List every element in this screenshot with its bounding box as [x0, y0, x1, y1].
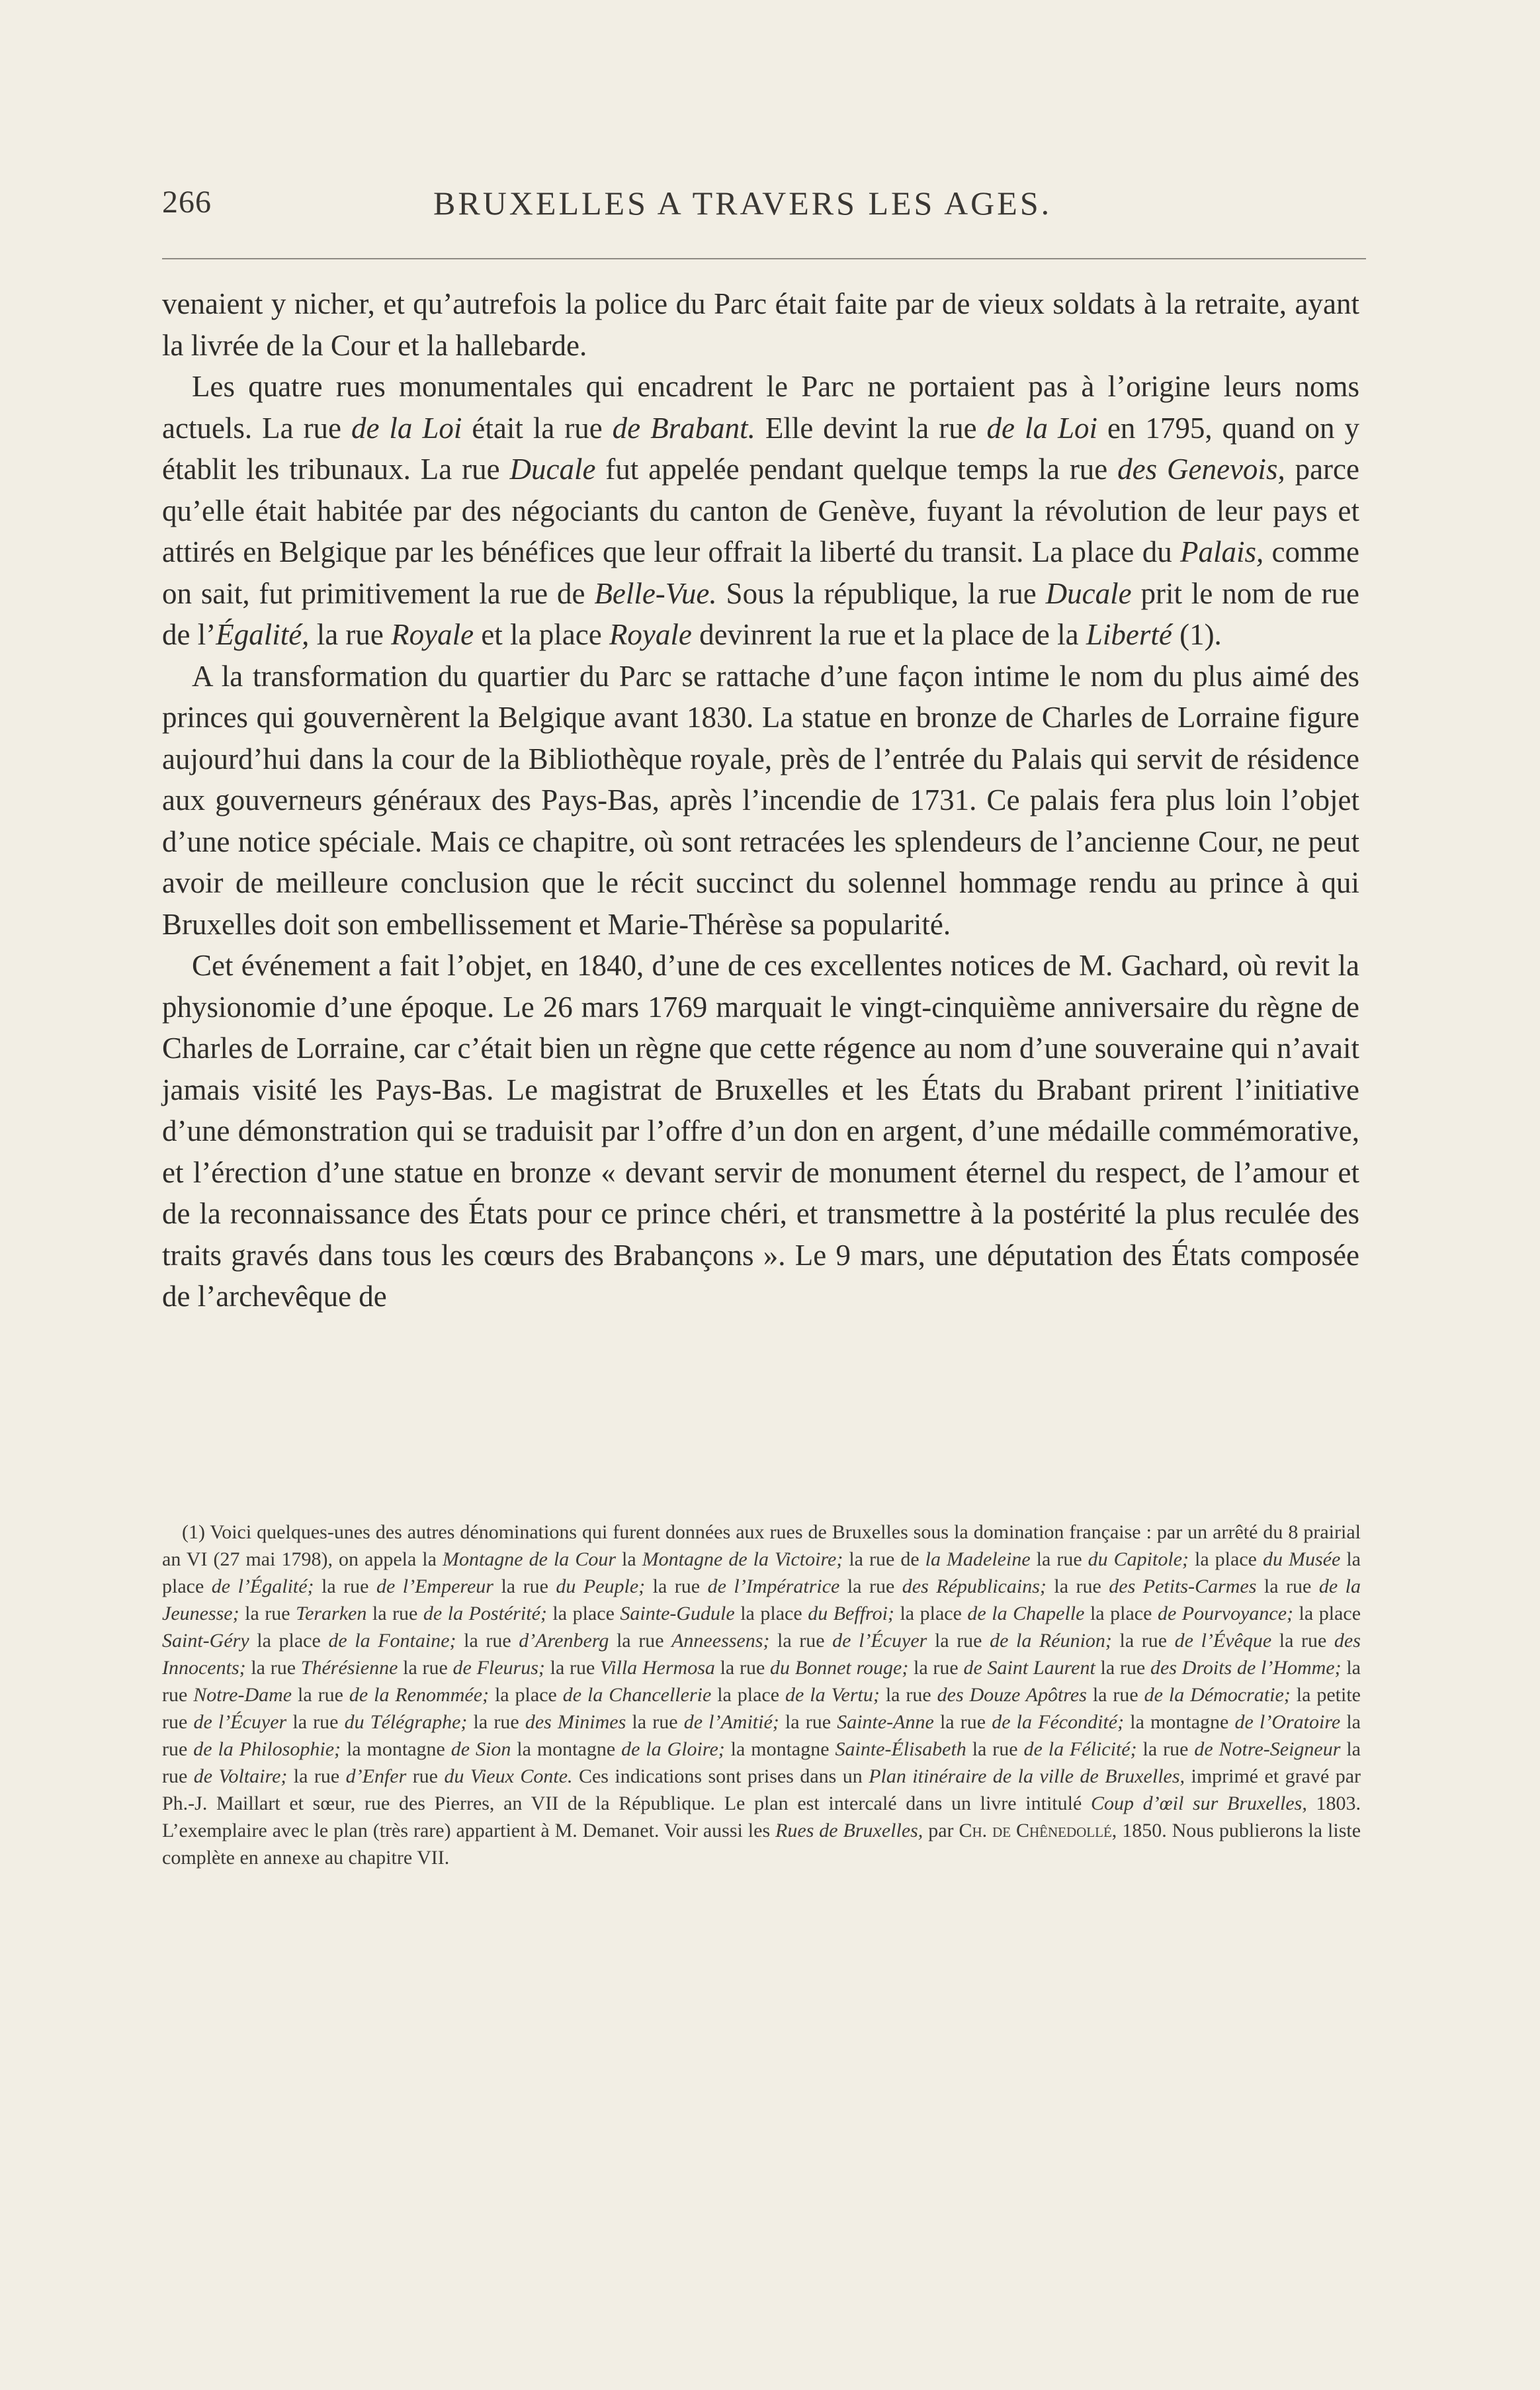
paragraph-1: [162, 283, 1359, 366]
text-run: était la rue: [462, 411, 613, 445]
page-header: [162, 184, 1366, 237]
text-run: la rue: [1271, 1630, 1334, 1652]
street-name: Royale: [609, 618, 692, 651]
text-run: la rue: [933, 1711, 992, 1733]
street-name: du Musée: [1263, 1548, 1341, 1570]
street-name: de la Félicité;: [1023, 1738, 1137, 1760]
text-run: venaient y nicher, et qu’autrefois la police du Parc était faite par de vieux soldats à la retraite, ayant la livrée de la Cour et la hallebarde.: [162, 287, 1359, 362]
street-name: Montagne de la Victoire;: [642, 1548, 843, 1570]
street-name: Belle-Vue.: [594, 576, 717, 610]
text-run: la rue: [162, 1711, 1361, 1760]
header-rule: [162, 258, 1366, 259]
street-name: Ducale: [509, 453, 596, 486]
text-run: la montagne: [724, 1738, 835, 1760]
text-run: la rue: [714, 1657, 771, 1679]
street-name: de la Vertu;: [785, 1684, 880, 1706]
main-text: [162, 283, 1359, 1317]
text-run: la rue: [1095, 1657, 1150, 1679]
street-name: Thérésienne: [300, 1657, 398, 1679]
text-run: la place: [162, 1548, 1361, 1597]
text-run: la rue: [366, 1603, 423, 1624]
street-name: de Sion: [450, 1738, 511, 1760]
text-run: la rue: [162, 1657, 1361, 1706]
street-name: de Fleurus;: [452, 1657, 545, 1679]
street-name: de la Fécondité;: [992, 1711, 1125, 1733]
text-run: la place: [1189, 1548, 1263, 1570]
text-run: la place: [734, 1603, 808, 1624]
text-run: la rue: [398, 1657, 453, 1679]
text-run: la rue: [1256, 1575, 1319, 1597]
text-run: la rue: [309, 618, 392, 651]
text-run: la: [616, 1548, 642, 1570]
text-run: la rue: [609, 1630, 672, 1652]
text-run: la rue: [493, 1575, 556, 1597]
text-run: la rue: [966, 1738, 1024, 1760]
street-name: Notre-Dame: [193, 1684, 292, 1706]
text-run: la rue: [626, 1711, 684, 1733]
street-name: de l’Impératrice: [707, 1575, 840, 1597]
footnote-ref: (1).: [1172, 618, 1222, 651]
street-name: Terarken: [296, 1603, 367, 1624]
text-run: la rue: [839, 1575, 902, 1597]
text-run: devinrent la rue et la place de la: [691, 618, 1086, 651]
street-name: Sainte-Gudule: [620, 1603, 735, 1624]
street-name: de l’Égalité;: [211, 1575, 314, 1597]
text-run: la rue: [456, 1630, 519, 1652]
text-run: la rue: [286, 1711, 345, 1733]
street-name: de la Loi: [351, 411, 462, 445]
running-title: BRUXELLES A TRAVERS LES AGES.: [433, 185, 1052, 222]
text-run: la rue: [779, 1711, 837, 1733]
street-name: de la Loi: [986, 411, 1097, 445]
street-name: Montagne de la Cour: [442, 1548, 616, 1570]
text-run: la place: [249, 1630, 329, 1652]
paragraph-2: [162, 366, 1359, 656]
street-name: du Vieux Conte.: [444, 1765, 573, 1787]
text-run: et la place: [474, 618, 609, 651]
street-name: Saint-Géry: [162, 1630, 249, 1652]
text-run: la rue: [467, 1711, 525, 1733]
text-run: la rue: [1111, 1630, 1175, 1652]
text-run: fut appelée pendant quelque temps la rue: [595, 453, 1118, 486]
street-name: Royale: [391, 618, 474, 651]
author-name: Ch. de Chênedollé: [959, 1820, 1112, 1841]
text-run: prit le nom de rue de l’: [162, 576, 1359, 651]
text-run: la place: [489, 1684, 563, 1706]
street-name: de la Philosophie;: [193, 1738, 341, 1760]
text-run: la rue: [1136, 1738, 1195, 1760]
street-name: du Peuple;: [556, 1575, 646, 1597]
street-name: de la Fontaine;: [328, 1630, 456, 1652]
text-run: la rue: [314, 1575, 376, 1597]
text-run: , 1850. Nous publierons la liste complète en annexe au chapitre VII.: [162, 1820, 1361, 1869]
book-title: Rues de Bruxelles,: [775, 1820, 923, 1841]
text-run: A la transformation du quartier du Parc se rattache d’une façon intime le nom du plus aimé des princes qui gouvernèrent la Belgique avant 1830. La statue en bronze de Charles de Lorraine figure aujourd’hui dans la cour de la Bibliothèque royale, près de l’entrée du Palais qui servit de résidence aux gouverneurs généraux des Pays-Bas, après l’incendie de 1731. Ce palais fera plus loin l’objet d’une notice spéciale. Mais ce chapitre, où sont retracées les splendeurs de l’ancienne Cour, ne peut avoir de meilleure conclusion que le récit succinct du solennel hommage rendu au prince à qui Bruxelles doit son embellissement et Marie-Thérèse sa popularité.: [162, 659, 1359, 941]
text-run: la montagne: [1124, 1711, 1235, 1733]
street-name: Sainte-Élisabeth: [835, 1738, 966, 1760]
text-run: la rue: [1046, 1575, 1109, 1597]
text-run: la rue: [1030, 1548, 1088, 1570]
text-run: la rue: [292, 1684, 349, 1706]
text-run: la rue: [287, 1765, 346, 1787]
street-name: de l’Amitié;: [683, 1711, 779, 1733]
page-number: 266: [162, 185, 212, 220]
text-run: la montagne: [341, 1738, 451, 1760]
street-name: des Innocents;: [162, 1630, 1361, 1679]
footnotes: [162, 1519, 1361, 1871]
street-name: du Bonnet rouge;: [770, 1657, 909, 1679]
text-run: la rue: [1086, 1684, 1144, 1706]
street-name: de l’Évêque: [1174, 1630, 1272, 1652]
street-name: d’Arenberg: [519, 1630, 609, 1652]
street-name: Ducale: [1045, 576, 1132, 610]
street-name: Sainte-Anne: [837, 1711, 934, 1733]
text-run: Sous la république, la rue: [716, 576, 1046, 610]
street-name: de Brabant.: [612, 411, 755, 445]
text-run: la rue de: [843, 1548, 925, 1570]
book-title: Coup d’œil sur Bruxelles,: [1090, 1792, 1307, 1814]
text-run: la rue: [245, 1657, 301, 1679]
text-run: Elle devint la rue: [755, 411, 987, 445]
street-name: du Télégraphe;: [344, 1711, 468, 1733]
text-run: la place: [1293, 1603, 1361, 1624]
street-name: de Pourvoyance;: [1157, 1603, 1294, 1624]
text-run: la rue: [769, 1630, 833, 1652]
text-run: la rue: [162, 1738, 1361, 1787]
street-name: de Voltaire;: [193, 1765, 288, 1787]
text-run: en 1795, quand on y établit les tribunaux. La rue: [162, 411, 1359, 486]
text-run: Ces indications sont prises dans un: [572, 1765, 869, 1787]
text-run: la montagne: [511, 1738, 622, 1760]
text-run: 1803. L’exemplaire avec le plan (très rare) appartient à M. Demanet. Voir aussi les: [162, 1792, 1361, 1841]
text-run: la place: [894, 1603, 968, 1624]
book-title: Plan itinéraire de la ville de Bruxelles,: [869, 1765, 1185, 1787]
street-name: de la Gloire;: [621, 1738, 725, 1760]
street-name: de la Renommée;: [349, 1684, 490, 1706]
street-name: des Genevois,: [1117, 453, 1285, 486]
paragraph-3: [162, 656, 1359, 946]
street-name: du Beffroi;: [808, 1603, 894, 1624]
text-run: Cet événement a fait l’objet, en 1840, d’une de ces excellentes notices de M. Gachard, où revit la physionomie d’une époque. Le 26 mars 1769 marquait le vingt-cinquième anniversaire du règne de Charles de Lorraine, car c’était bien un règne que cette régence au nom d’une souveraine qui n’avait jamais visité les Pays-Bas. Le magistrat de Bruxelles et les États du Brabant prirent l’initiative d’une démonstration qui se traduisit par l’offre d’un don en argent, d’une médaille commémorative, et l’érection d’une statue en bronze « devant servir de monument éternel du respect, de l’amour et de la reconnaissance des États pour ce prince chéri, et transmettre à la postérité la plus reculée des traits gravés dans tous les cœurs des Brabançons ». Le 9 mars, une députation des États composée de l’archevêque de: [162, 949, 1359, 1313]
street-name: de l’Écuyer: [832, 1630, 927, 1652]
street-name: Égalité,: [216, 618, 310, 651]
text-run: la rue: [908, 1657, 964, 1679]
street-name: des Minimes: [525, 1711, 626, 1733]
text-run: la rue: [879, 1684, 937, 1706]
text-run: la place: [711, 1684, 786, 1706]
text-run: comme on sait, fut primitivement la rue de: [162, 535, 1360, 610]
street-name: de la Jeunesse;: [162, 1575, 1361, 1624]
street-name: de la Chapelle: [967, 1603, 1085, 1624]
street-name: Palais,: [1180, 535, 1264, 568]
text-run: parce qu’elle était habitée par des négociants du canton de Genève, fuyant la révolution de leur pays et attirés en Belgique par les bénéfices que leur offrait la liberté du transit. La place du: [162, 453, 1359, 568]
text-run: par: [923, 1820, 959, 1841]
street-name: de l’Empereur: [376, 1575, 493, 1597]
street-name: de la Chancellerie: [562, 1684, 712, 1706]
street-name: de Saint Laurent: [963, 1657, 1095, 1679]
street-name: de la Démocratie;: [1144, 1684, 1291, 1706]
text-run: la rue: [645, 1575, 708, 1597]
street-name: Liberté: [1086, 618, 1172, 651]
text-run: imprimé et gravé par Ph.-J. Maillart et sœur, rue des Pierres, an VII de la République. Le plan est intercalé dans un livre intitulé: [162, 1765, 1361, 1814]
street-name: Villa Hermosa: [600, 1657, 715, 1679]
text-run: la place: [1084, 1603, 1158, 1624]
street-name: de l’Oratoire: [1234, 1711, 1341, 1733]
footnote-1: [162, 1519, 1361, 1871]
text-run: la rue: [927, 1630, 990, 1652]
text-run: la rue: [544, 1657, 601, 1679]
street-name: de l’Écuyer: [193, 1711, 287, 1733]
text-run: la rue: [239, 1603, 296, 1624]
street-name: Anneessens;: [671, 1630, 770, 1652]
street-name: de la Postérité;: [423, 1603, 547, 1624]
street-name: des Douze Apôtres: [937, 1684, 1087, 1706]
street-name: la Madeleine: [925, 1548, 1031, 1570]
street-name: des Républicains;: [902, 1575, 1047, 1597]
street-name: de Notre-Seigneur: [1194, 1738, 1341, 1760]
street-name: de la Réunion;: [990, 1630, 1112, 1652]
street-name: des Petits-Carmes: [1109, 1575, 1257, 1597]
street-name: d’Enfer: [345, 1765, 407, 1787]
text-run: Les quatre rues monumentales qui encadrent le Parc ne portaient pas à l’origine leurs noms actuels. La rue: [162, 370, 1359, 445]
text-run: (1) Voici quelques-unes des autres dénominations qui furent données aux rues de Bruxelles sous la domination française : par un arrêté du 8 prairial an VI (27 mai 1798), on appela la: [162, 1521, 1361, 1570]
text-run: la place: [546, 1603, 620, 1624]
text-run: rue: [406, 1765, 445, 1787]
text-run: la petite rue: [162, 1684, 1361, 1733]
paragraph-4: [162, 945, 1359, 1317]
street-name: des Droits de l’Homme;: [1150, 1657, 1342, 1679]
street-name: du Capitole;: [1088, 1548, 1189, 1570]
